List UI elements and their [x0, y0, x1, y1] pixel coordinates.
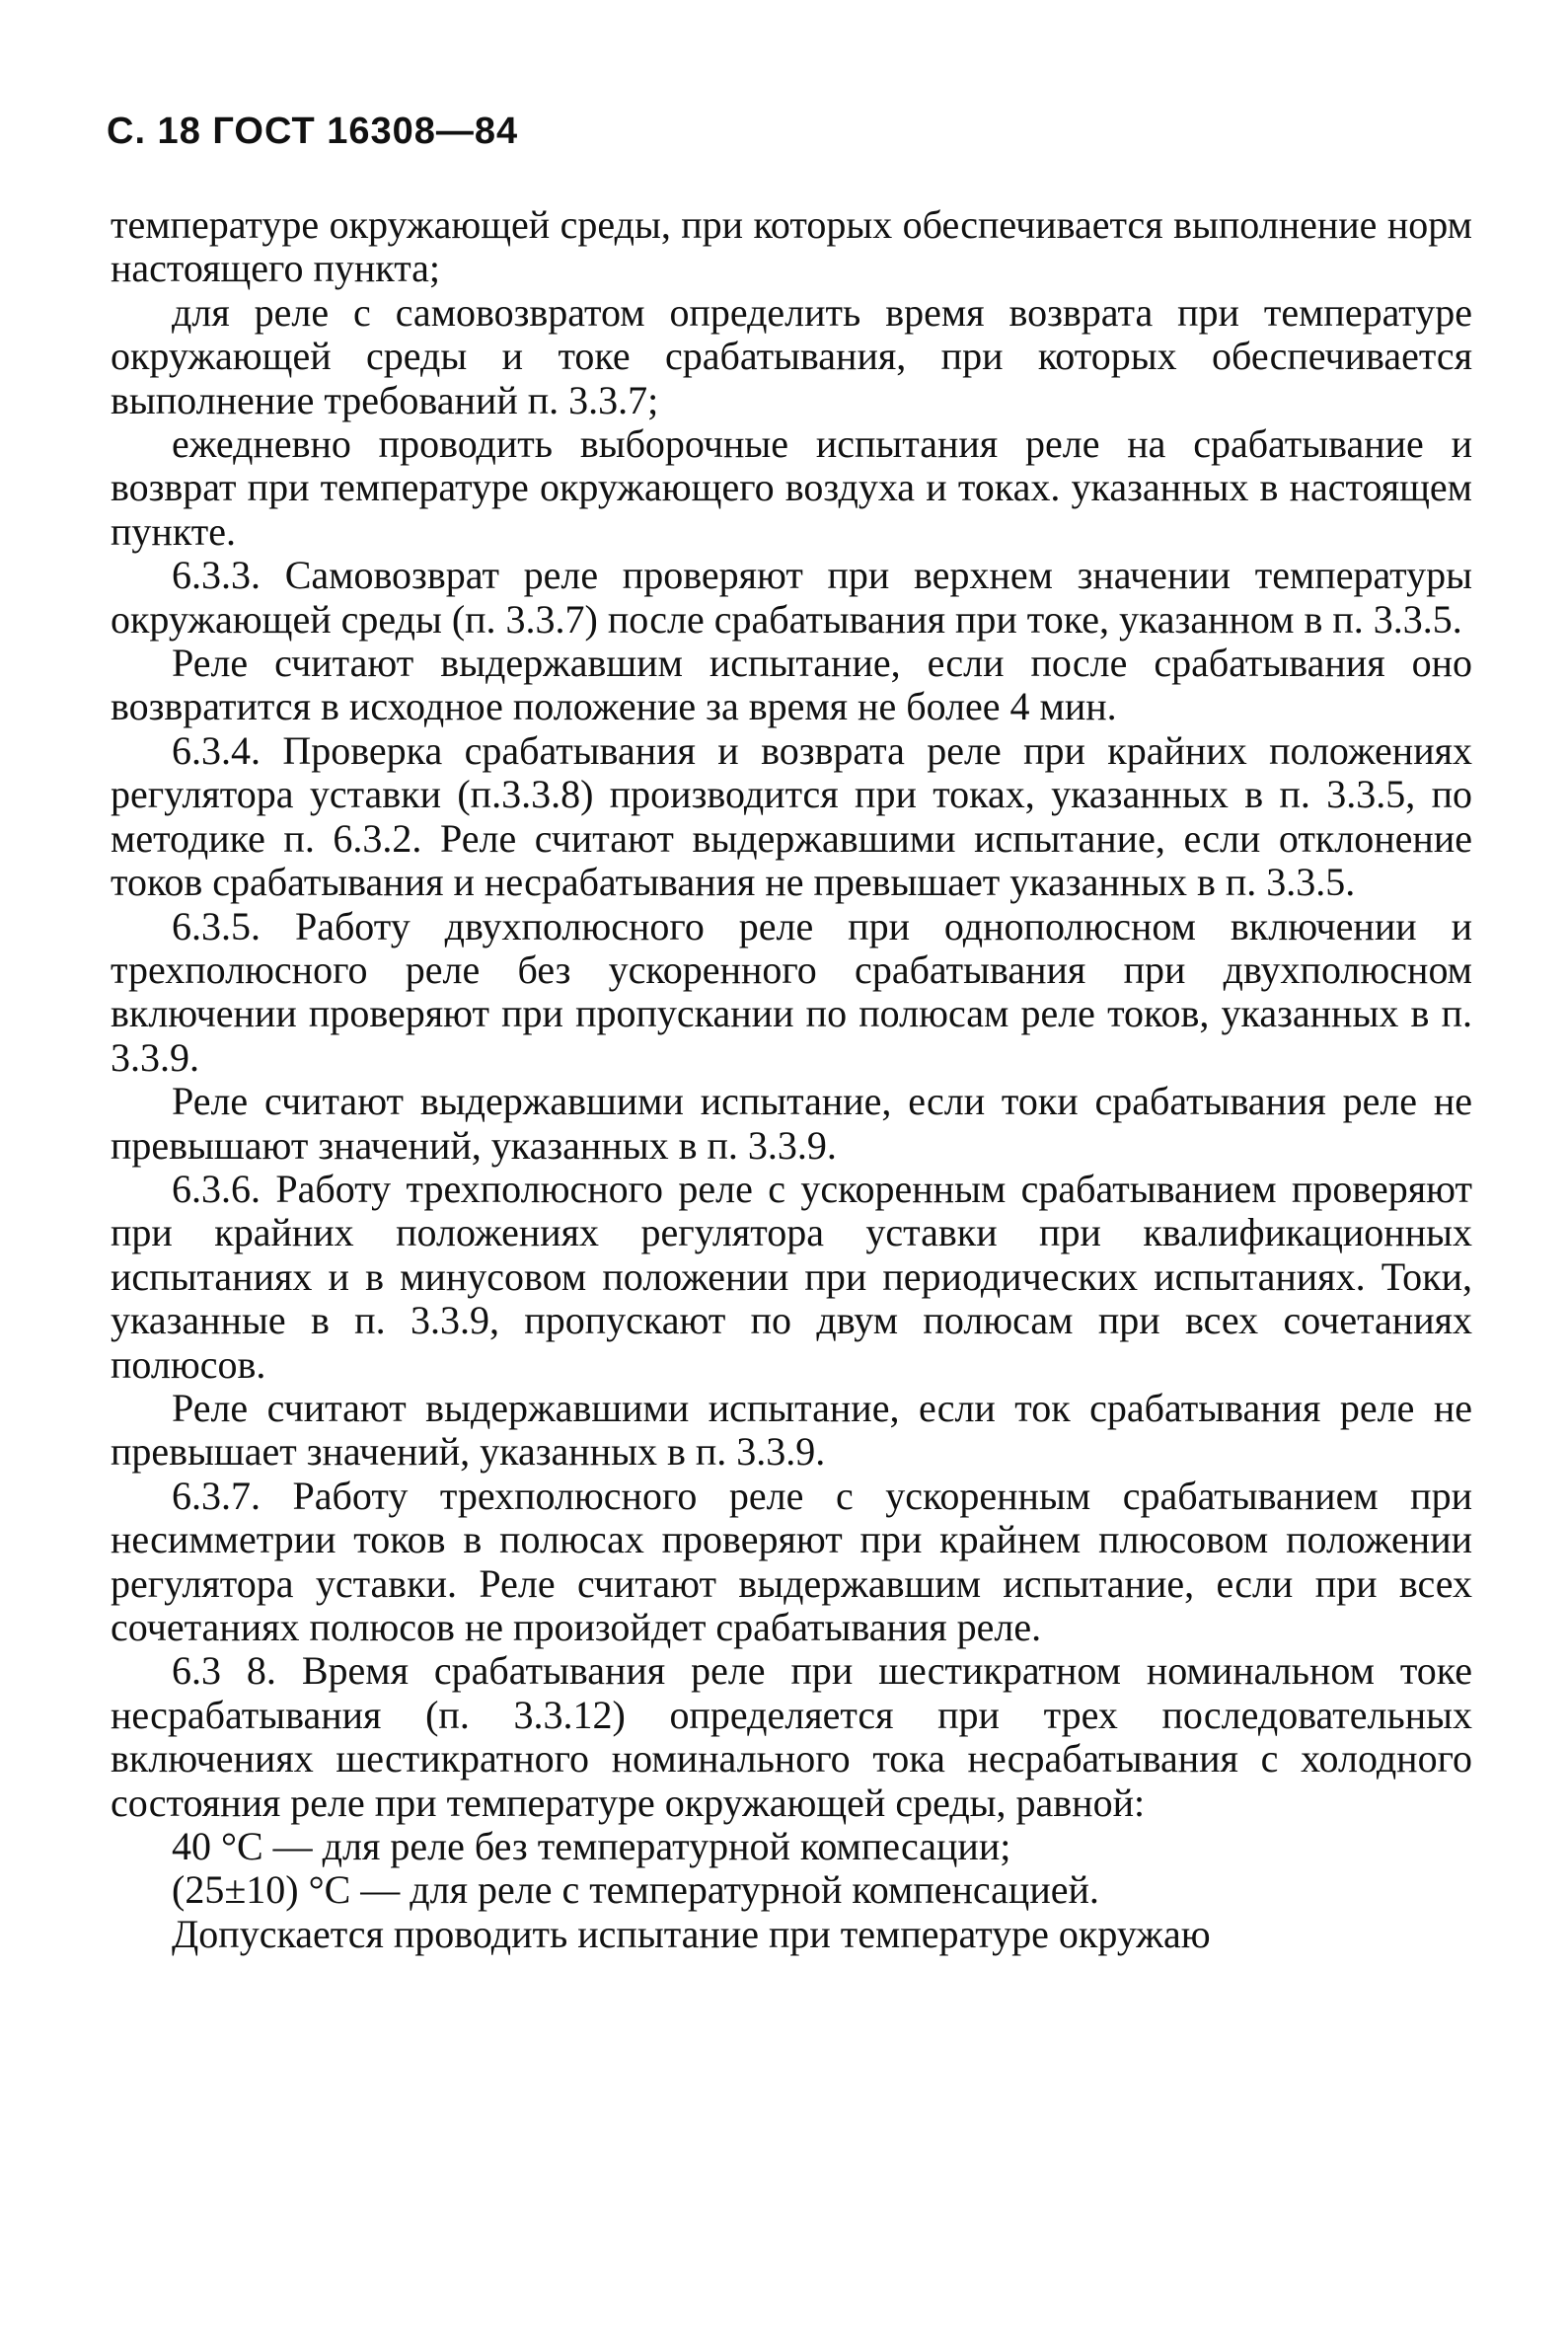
paragraph: Реле считают выдержавшим испытание, если после срабатывания оно возвратится в исходное положение за время не более 4 мин. [111, 641, 1472, 729]
paragraph: Допускается проводить испытание при температуре окружаю [172, 1911, 1211, 1956]
paragraph: 6.3.3. Самовозврат реле проверяют при верхнем значении температуры окружающей среды (п. 3.3.7) после срабатывания при токе, указанном в п. 3.3.5. [111, 553, 1472, 642]
document-body [111, 203, 1472, 1956]
paragraph: 6.3.7. Работу трехполюсного реле с ускоренным срабатыванием при несимметрии токов в полюсах проверяют при крайнем плюсовом положении регулятора уставки. Реле считают выдержавшим испытание, если при всех сочетаниях полюсов не произойдет срабатывания реле. [111, 1473, 1472, 1649]
paragraph: ежедневно проводить выборочные испытания реле на срабатывание и возврат при температуре окружающего воздуха и токах. указанных в настоящем пункте. [111, 421, 1472, 554]
paragraph: 6.3 8. Время срабатывания реле при шестикратном номинальном токе несрабатывания (п. 3.3.12) определяется при трех последовательных включениях шестикратного номинального тока несрабатывания с холодного состояния реле при температуре окружающей среды, равной: [111, 1648, 1472, 1825]
paragraph: (25±10) °С — для реле с температурной компенсацией. [172, 1867, 1099, 1913]
paragraph: Реле считают выдержавшими испытание, если токи срабатывания реле не превышают значений, указанных в п. 3.3.9. [111, 1079, 1472, 1168]
paragraph: 6.3.4. Проверка срабатывания и возврата реле при крайних положениях регулятора уставки (п.3.3.8) производится при токах, указанных в п. 3.3.5, по методике п. 6.3.2. Реле считают выдержавшими испытание, если отклонение токов срабатывания и несрабатывания не превышает указанных в п. 3.3.5. [111, 727, 1472, 905]
paragraph: температуре окружающей среды, при которых обеспечивается выполнение норм настоящего пункта; [111, 202, 1472, 291]
paragraph: для реле с самовозвратом определить время возврата при температуре окружающей среды и токе срабатывания, при которых обеспечивается выполнение требований п. 3.3.7; [111, 289, 1472, 422]
paragraph: 6.3.5. Работу двухполюсного реле при однополюсном включении и трехполюсного реле без ускоренного срабатывания при двухполюсном включении проверяют при пропускании по полюсам реле токов, указанных в п. 3.3.9. [111, 903, 1472, 1080]
paragraph: Реле считают выдержавшими испытание, если ток срабатывания реле не превышает значений, указанных в п. 3.3.9. [111, 1385, 1472, 1475]
paragraph: 40 °С — для реле без температурной компесации; [172, 1824, 1011, 1869]
paragraph: 6.3.6. Работу трехполюсного реле с ускоренным срабатыванием проверяют при крайних положениях регулятора уставки при квалификационных испытаниях и в минусовом положении при периодических испытаниях. Токи, указанные в п. 3.3.9, пропускают по двум полюсам при всех сочетаниях полюсов. [111, 1166, 1472, 1387]
page-header: С. 18 ГОСТ 16308—84 [107, 111, 519, 152]
